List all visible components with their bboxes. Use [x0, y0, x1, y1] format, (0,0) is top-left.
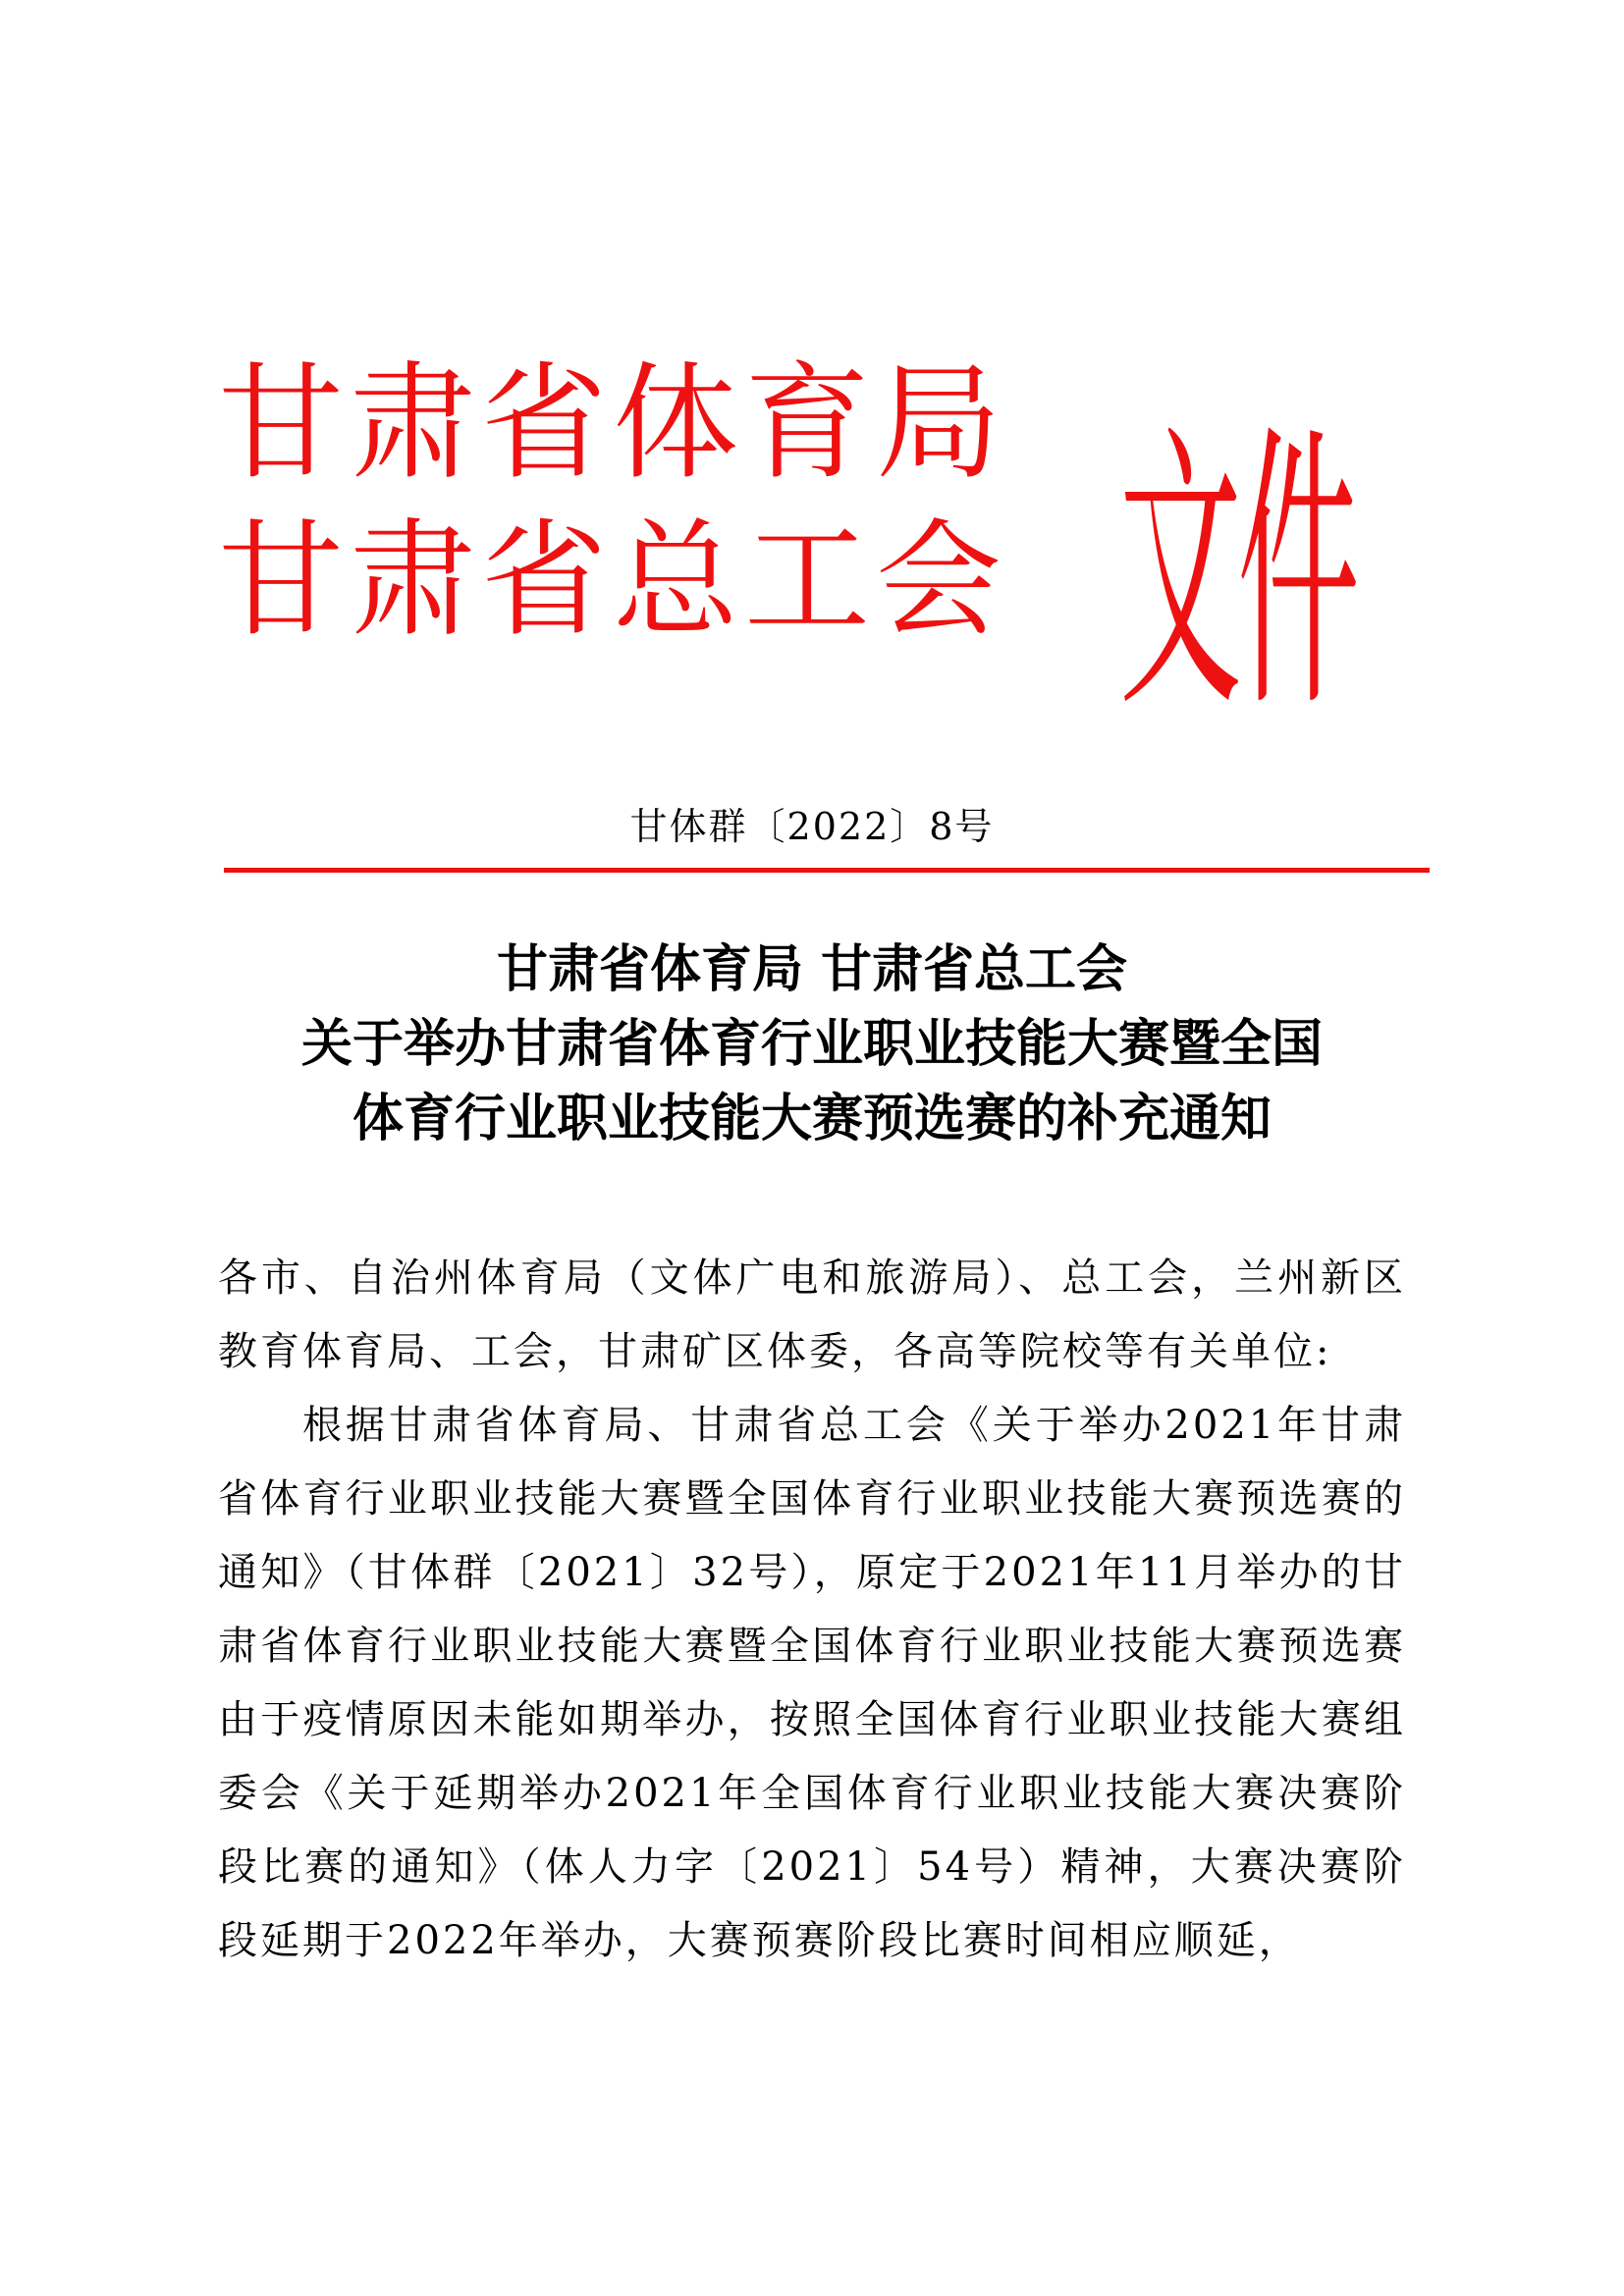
document-word: 文件: [1119, 399, 1356, 748]
document-title: [147, 933, 1477, 1156]
red-separator-line: [224, 868, 1430, 873]
issuer-name-sports-bureau: 甘肃省体育局: [218, 350, 1008, 497]
document-body: [218, 1242, 1406, 1978]
body-paragraph: 根据甘肃省体育局、甘肃省总工会《关于举办2021年甘肃省体育行业职业技能大赛暨全国体育行业职业技能大赛预选赛的通知》（甘体群〔2021〕32号），原定于2021年11月举办的甘肃省体育行业职业技能大赛暨全国体育行业职业技能大赛预选赛由于疫情原因未能如期举办，按照全国体育行业职业技能大赛组委会《关于延期举办2021年全国体育行业职业技能大赛决赛阶段比赛的通知》（体人力字〔2021〕54号）精神，大赛决赛阶段延期于2022年举办，大赛预赛阶段比赛时间相应顺延，: [218, 1403, 1406, 1963]
recipients-paragraph: 各市、自治州体育局（文体广电和旅游局）、总工会，兰州新区教育体育局、工会，甘肃矿区体委，各高等院校等有关单位:: [218, 1255, 1406, 1374]
title-line-2: 关于举办甘肃省体育行业职业技能大赛暨全国: [300, 1014, 1323, 1074]
title-line-3: 体育行业职业技能大赛预选赛的补充通知: [352, 1089, 1272, 1148]
document-number: 甘体群〔2022〕8号: [629, 805, 995, 848]
issuer-name-trade-union: 甘肃省总工会: [218, 507, 1008, 654]
title-line-1: 甘肃省体育局 甘肃省总工会: [496, 939, 1128, 999]
